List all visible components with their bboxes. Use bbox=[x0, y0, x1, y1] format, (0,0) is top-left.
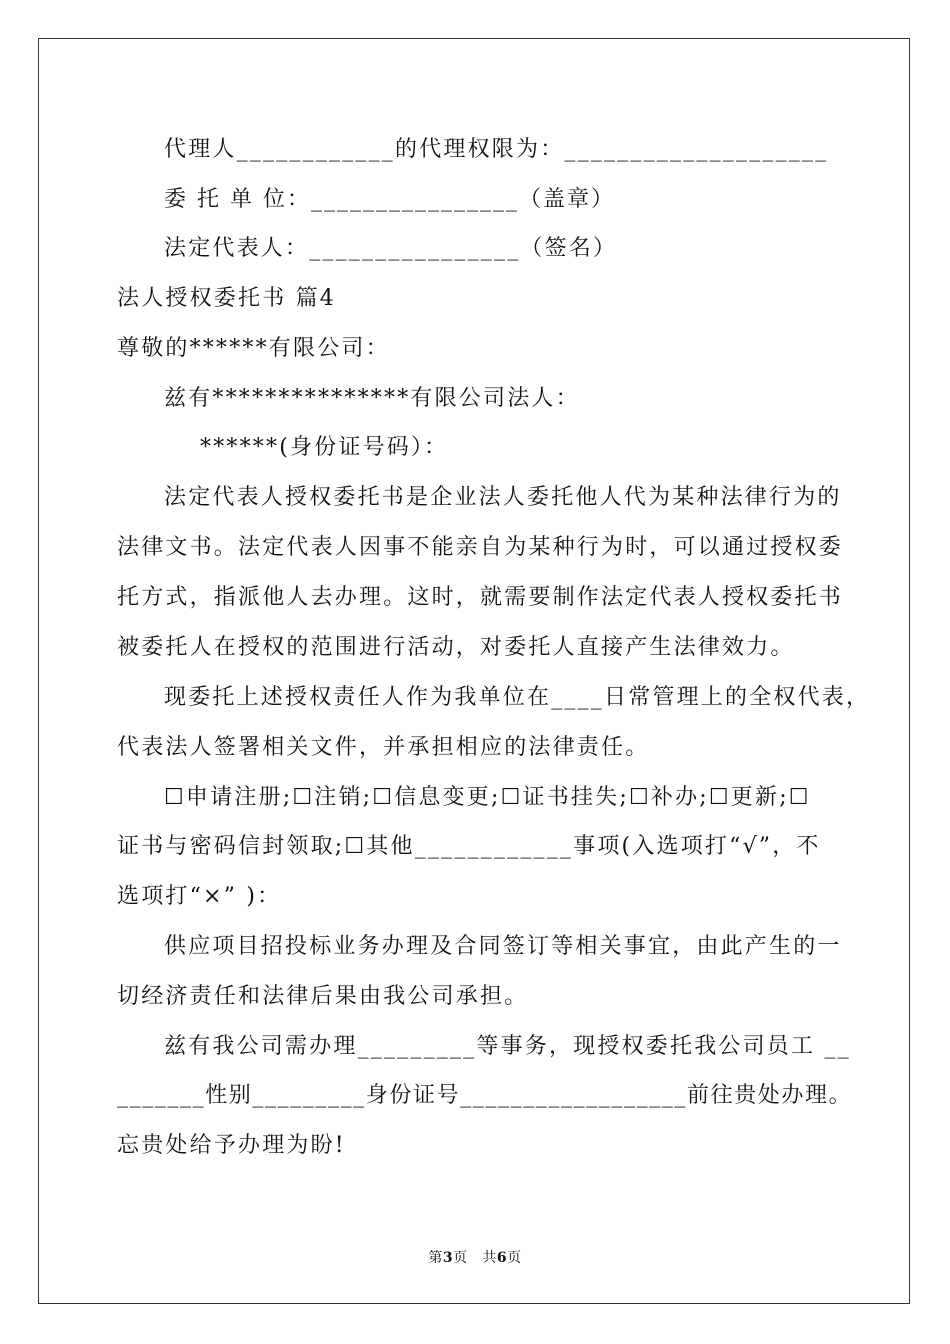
total-label-2: 页 bbox=[507, 1250, 522, 1266]
entrusting-unit-line: 委 托 单 位：________________（盖章） bbox=[164, 187, 615, 212]
checkbox-options-line-2: 证书与密码信封领取;☐其他____________事项(入选项打“√”，不 bbox=[117, 834, 821, 859]
page-number: 3 bbox=[442, 1250, 454, 1266]
agent-authority-line: 代理人____________的代理权限为：____________________ bbox=[164, 137, 829, 162]
id-number-line: ******(身份证号码）： bbox=[200, 435, 449, 460]
checkbox-options-line-1: ☐申请注册;☐注销;☐信息变更;☐证书挂失;☐补办;☐更新;☐ bbox=[164, 785, 811, 810]
page-label-1: 第 bbox=[428, 1250, 443, 1266]
page-footer bbox=[0, 1247, 950, 1267]
page-border bbox=[38, 38, 910, 1304]
page-label-2: 页 bbox=[453, 1250, 468, 1266]
paragraph-3-line-1: 供应项目招投标业务办理及合同签订等相关事宜，由此产生的一 bbox=[164, 934, 842, 959]
checkbox-options-line-3: 选项打“×” )： bbox=[117, 884, 282, 909]
paragraph-3-line-2: 切经济责任和法律后果由我公司承担。 bbox=[117, 984, 529, 1009]
closing-line: 忘贵处给予办理为盼! bbox=[117, 1133, 346, 1158]
paragraph-1-line-3: 托方式，指派他人去办理。这时，就需要制作法定代表人授权委托书 bbox=[117, 585, 844, 610]
paragraph-2-line-2: 代表法人签署相关文件，并承担相应的法律责任。 bbox=[117, 735, 650, 760]
paragraph-1-line-2: 法律文书。法定代表人因事不能亲自为某种行为时，可以通过授权委 bbox=[117, 535, 844, 560]
legal-representative-line: 法定代表人：________________（签名） bbox=[164, 236, 618, 261]
paragraph-2-line-1: 现委托上述授权责任人作为我单位在____日常管理上的全权代表， bbox=[164, 685, 871, 710]
section-heading: 法人授权委托书 篇4 bbox=[117, 286, 336, 311]
company-legal-person-line: 兹有***************有限公司法人： bbox=[164, 386, 580, 411]
paragraph-4-line-1: 兹有我公司需办理_________等事务，现授权委托我公司员工 __ bbox=[164, 1034, 851, 1059]
total-label-1: 共 bbox=[482, 1250, 497, 1266]
salutation: 尊敬的******有限公司： bbox=[117, 336, 390, 361]
paragraph-4-line-2: _______性别_________身份证号__________________前往贵处办理。 bbox=[117, 1083, 853, 1108]
paragraph-1-line-1: 法定代表人授权委托书是企业法人委托他人代为某种法律行为的 bbox=[164, 485, 842, 510]
total-pages: 6 bbox=[496, 1250, 508, 1266]
paragraph-1-line-4: 被委托人在授权的范围进行活动，对委托人直接产生法律效力。 bbox=[117, 635, 795, 660]
